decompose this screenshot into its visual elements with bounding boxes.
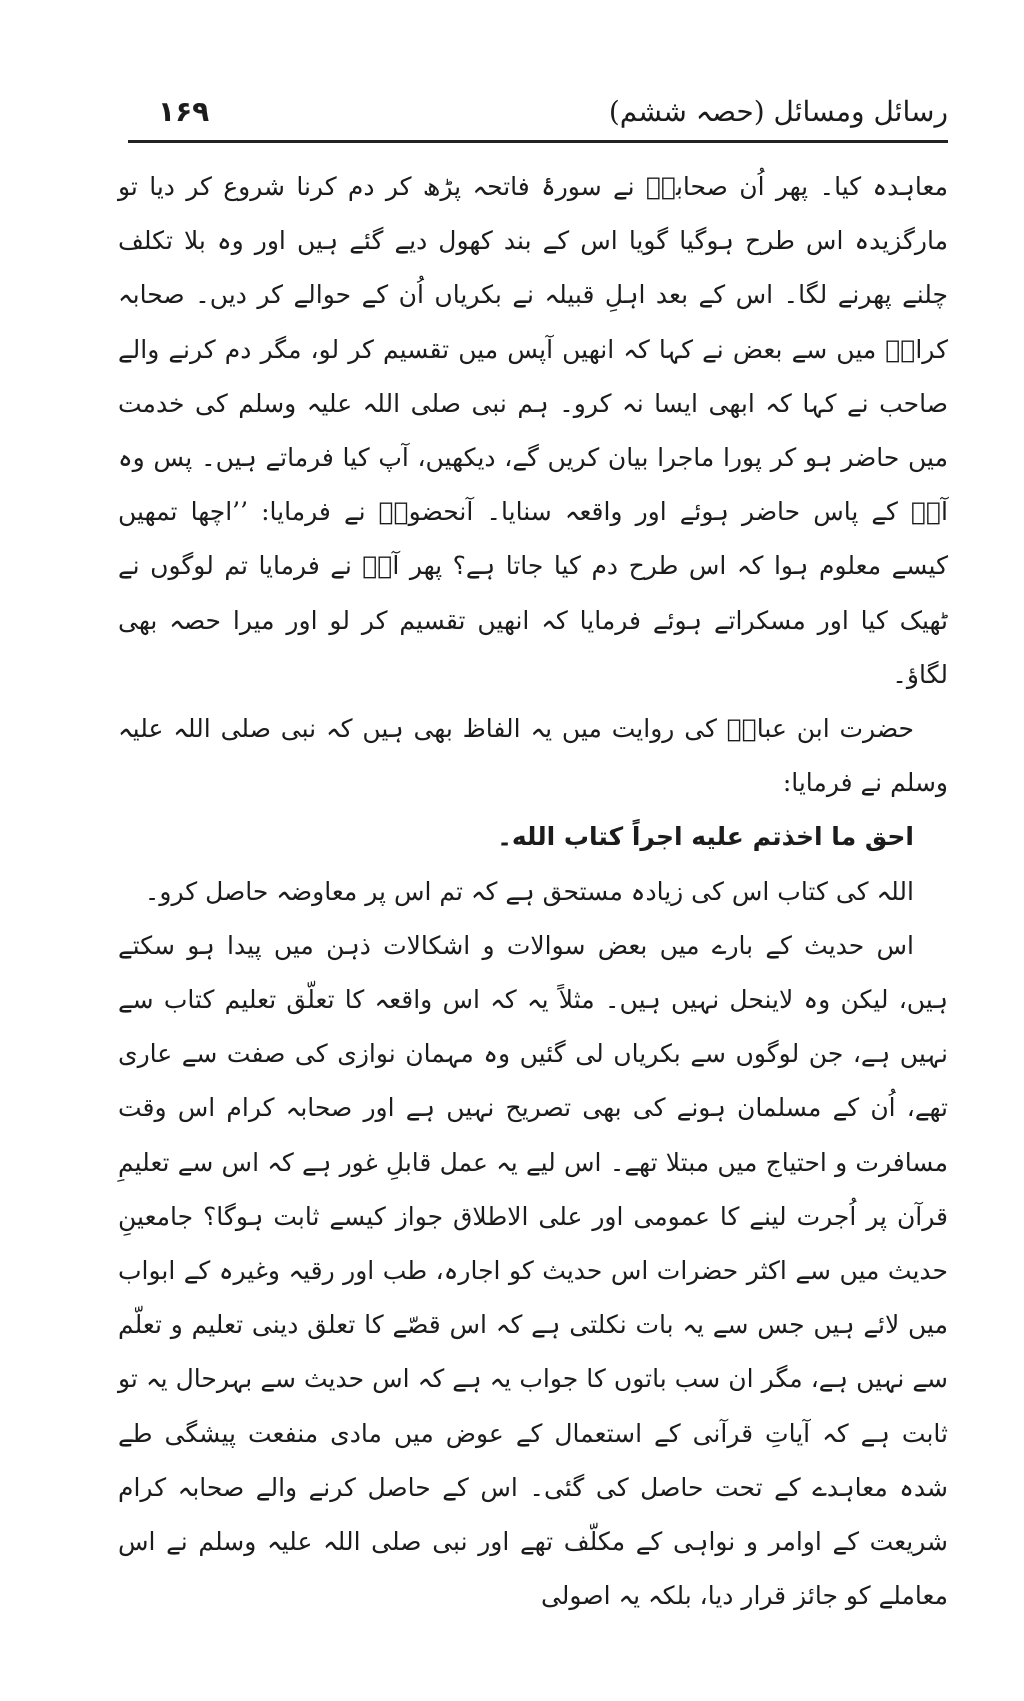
paragraph-narration: معاہدہ کیا۔ پھر اُن صحابیؓ نے سورۂ فاتحہ پڑھ کر دم کرنا شروع کر دیا تو مارگزیدہ اس طرح ہوگیا گویا اس کے بند کھول دیے گئے ہیں اور وہ بلا تکلف چلنے پھرنے لگا۔ اس کے بعد اہلِ قبیلہ نے بکریاں اُن کے حوالے کر دیں۔ صحابہ کرامؓ میں سے بعض نے کہا کہ انھیں آپس میں تقسیم کر لو، مگر دم کرنے والے صاحب نے کہا کہ ابھی ایسا نہ کرو۔ ہم نبی صلی اللہ علیہ وسلم کی خدمت میں حاضر ہو کر پورا ماجرا بیان کریں گے، دیکھیں، آپ کیا فرماتے ہیں۔ پس وہ آپؐ کے پاس حاضر ہوئے اور واقعہ سنایا۔ آنحضورؐ نے فرمایا: ’’اچھا تمھیں کیسے معلوم ہوا کہ اس طرح دم کیا جاتا ہے؟ پھر آپؐ نے فرمایا تم لوگوں نے ٹھیک کیا اور مسکراتے ہوئے فرمایا کہ انھیں تقسیم کر لو اور میرا حصہ بھی لگاؤ۔ [118, 172, 948, 689]
paragraph-discussion: اس حدیث کے بارے میں بعض سوالات و اشکالات ذہن میں پیدا ہو سکتے ہیں، لیکن وہ لاینحل نہیں ہیں۔ مثلاً یہ کہ اس واقعہ کا تعلّق تعلیم کتاب سے نہیں ہے، جن لوگوں سے بکریاں لی گئیں وہ مہمان نوازی کی صفت سے عاری تھے، اُن کے مسلمان ہونے کی بھی تصریح نہیں ہے اور صحابہ کرام اس وقت مسافرت و احتیاج میں مبتلا تھے۔ اس لیے یہ عمل قابلِ غور ہے کہ اس سے تعلیمِ قرآن پر اُجرت لینے کا عمومی اور علی الاطلاق جواز کیسے ثابت ہوگا؟ جامعینِ حدیث میں سے اکثر حضرات اس حدیث کو اجارہ، طب اور رقیہ وغیرہ کے ابواب میں لائے ہیں جس سے یہ بات نکلتی ہے کہ اس قصّے کا تعلق دینی تعلیم و تعلّم سے نہیں ہے، مگر ان سب باتوں کا جواب یہ ہے کہ اس حدیث سے بہرحال یہ تو ثابت ہے کہ آیاتِ قرآنی کے استعمال کے عوض میں مادی منفعت پیشگی طے شدہ معاہدے کے تحت حاصل کی گئی۔ اس کے حاصل کرنے والے صحابہ کرام شریعت کے اوامر و نواہی کے مکلّف تھے اور نبی صلی اللہ علیہ وسلم نے اس معاملے کو جائز قرار دیا، بلکہ یہ اصولی [118, 930, 948, 1611]
running-title: رسائل ومسائل (حصہ ششم) [608, 95, 948, 128]
paragraph-hadith-intro: حضرت ابن عباسؓ کی روایت میں یہ الفاظ بھی ہیں کہ نبی صلی اللہ علیہ وسلم نے فرمایا: [118, 714, 948, 798]
page-body [118, 160, 948, 1623]
page-number: ۱۶۹ [158, 95, 210, 128]
header-divider [128, 140, 948, 143]
hadith-translation: اللہ کی کتاب اس کی زیادہ مستحق ہے کہ تم اس پر معاوضہ حاصل کرو۔ [144, 876, 914, 906]
page-header [128, 90, 948, 136]
arabic-hadith-quote: احق ما اخذتم علیه اجراً کتاب الله۔ [497, 822, 914, 852]
